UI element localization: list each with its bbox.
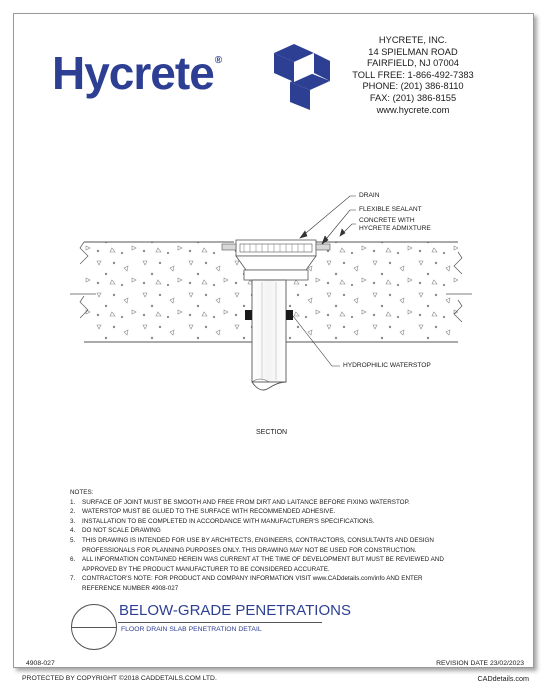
note-item: 2. WATERSTOP MUST BE GLUED TO THE SURFACE WITH RECOMMENDED ADHESIVE. — [70, 508, 336, 516]
registered-mark: ® — [214, 55, 222, 66]
reference-number: 4908-027 — [26, 660, 55, 667]
callout-drain: DRAIN — [359, 192, 380, 199]
drain-pipe — [252, 280, 286, 390]
callout-concrete: CONCRETE WITH — [359, 217, 415, 224]
drawing-title: BELOW-GRADE PENETRATIONS — [119, 602, 351, 619]
company-fax: FAX: (201) 386-8155 — [369, 92, 457, 103]
company-website[interactable]: www.hycrete.com — [376, 104, 450, 115]
caddetails-link[interactable]: CADdetails.com — [477, 674, 529, 683]
company-city: FAIRFIELD, NJ 07004 — [367, 58, 459, 69]
company-street: 14 SPIELMAN ROAD — [368, 46, 458, 57]
note-item: 5. THIS DRAWING IS INTENDED FOR USE BY ARCHITECTS, ENGINEERS, CONTRACTORS, CONSULTANTS AND DESIGN — [70, 536, 434, 544]
note-item: 4. DO NOT SCALE DRAWING — [70, 527, 161, 535]
copyright-notice: PROTECTED BY COPYRIGHT ©2018 CADDETAILS.COM LTD. — [22, 675, 217, 682]
section-label: SECTION — [256, 429, 288, 436]
callout-flexible-sealant: FLEXIBLE SEALANT — [359, 206, 422, 213]
note-item: APPROVED BY THE PRODUCT MANUFACTURER TO BE CONSIDERED ACCURATE. — [82, 565, 330, 573]
company-phone: PHONE: (201) 386-8110 — [362, 81, 464, 92]
note-item: PROFESSIONALS FOR PLANNING PURPOSES ONLY. THIS DRAWING MAY NOT BE USED FOR CONSTRUCTION. — [82, 546, 417, 554]
notes-heading: NOTES: — [70, 489, 94, 496]
logo-text: Hycrete — [52, 47, 214, 99]
note-item: 7. CONTRACTOR'S NOTE: FOR PRODUCT AND COMPANY INFORMATION VISIT www.CADdetails.com/info AND ENTER — [70, 575, 423, 583]
note-item: 6. ALL INFORMATION CONTAINED HEREIN WAS CURRENT AT THE TIME OF DEVELOPMENT BUT MUST BE REVIEWED AND — [70, 556, 444, 564]
note-item: REFERENCE NUMBER 4908-027 — [82, 584, 179, 592]
note-item: 3. INSTALLATION TO BE COMPLETED IN ACCORDANCE WITH MANUFACTURER'S SPECIFICATIONS. — [70, 517, 375, 525]
callout-hycrete-admixture: HYCRETE ADMIXTURE — [359, 225, 431, 232]
notes-block — [70, 488, 444, 594]
company-tollfree: TOLL FREE: 1-866-492-7383 — [352, 69, 474, 80]
note-item: 1. SURFACE OF JOINT MUST BE SMOOTH AND FREE FROM DIRT AND LAITANCE BEFORE FIXING WATERSTOP. — [70, 498, 410, 506]
drawing-subtitle: FLOOR DRAIN SLAB PENETRATION DETAIL — [121, 626, 262, 633]
callout-hydrophilic-waterstop: HYDROPHILIC WATERSTOP — [343, 362, 431, 369]
detail-bubble — [71, 604, 117, 650]
company-name: HYCRETE, INC. — [378, 35, 448, 45]
title-divider — [118, 622, 322, 623]
revision-date: REVISION DATE 23/02/2023 — [436, 660, 524, 667]
